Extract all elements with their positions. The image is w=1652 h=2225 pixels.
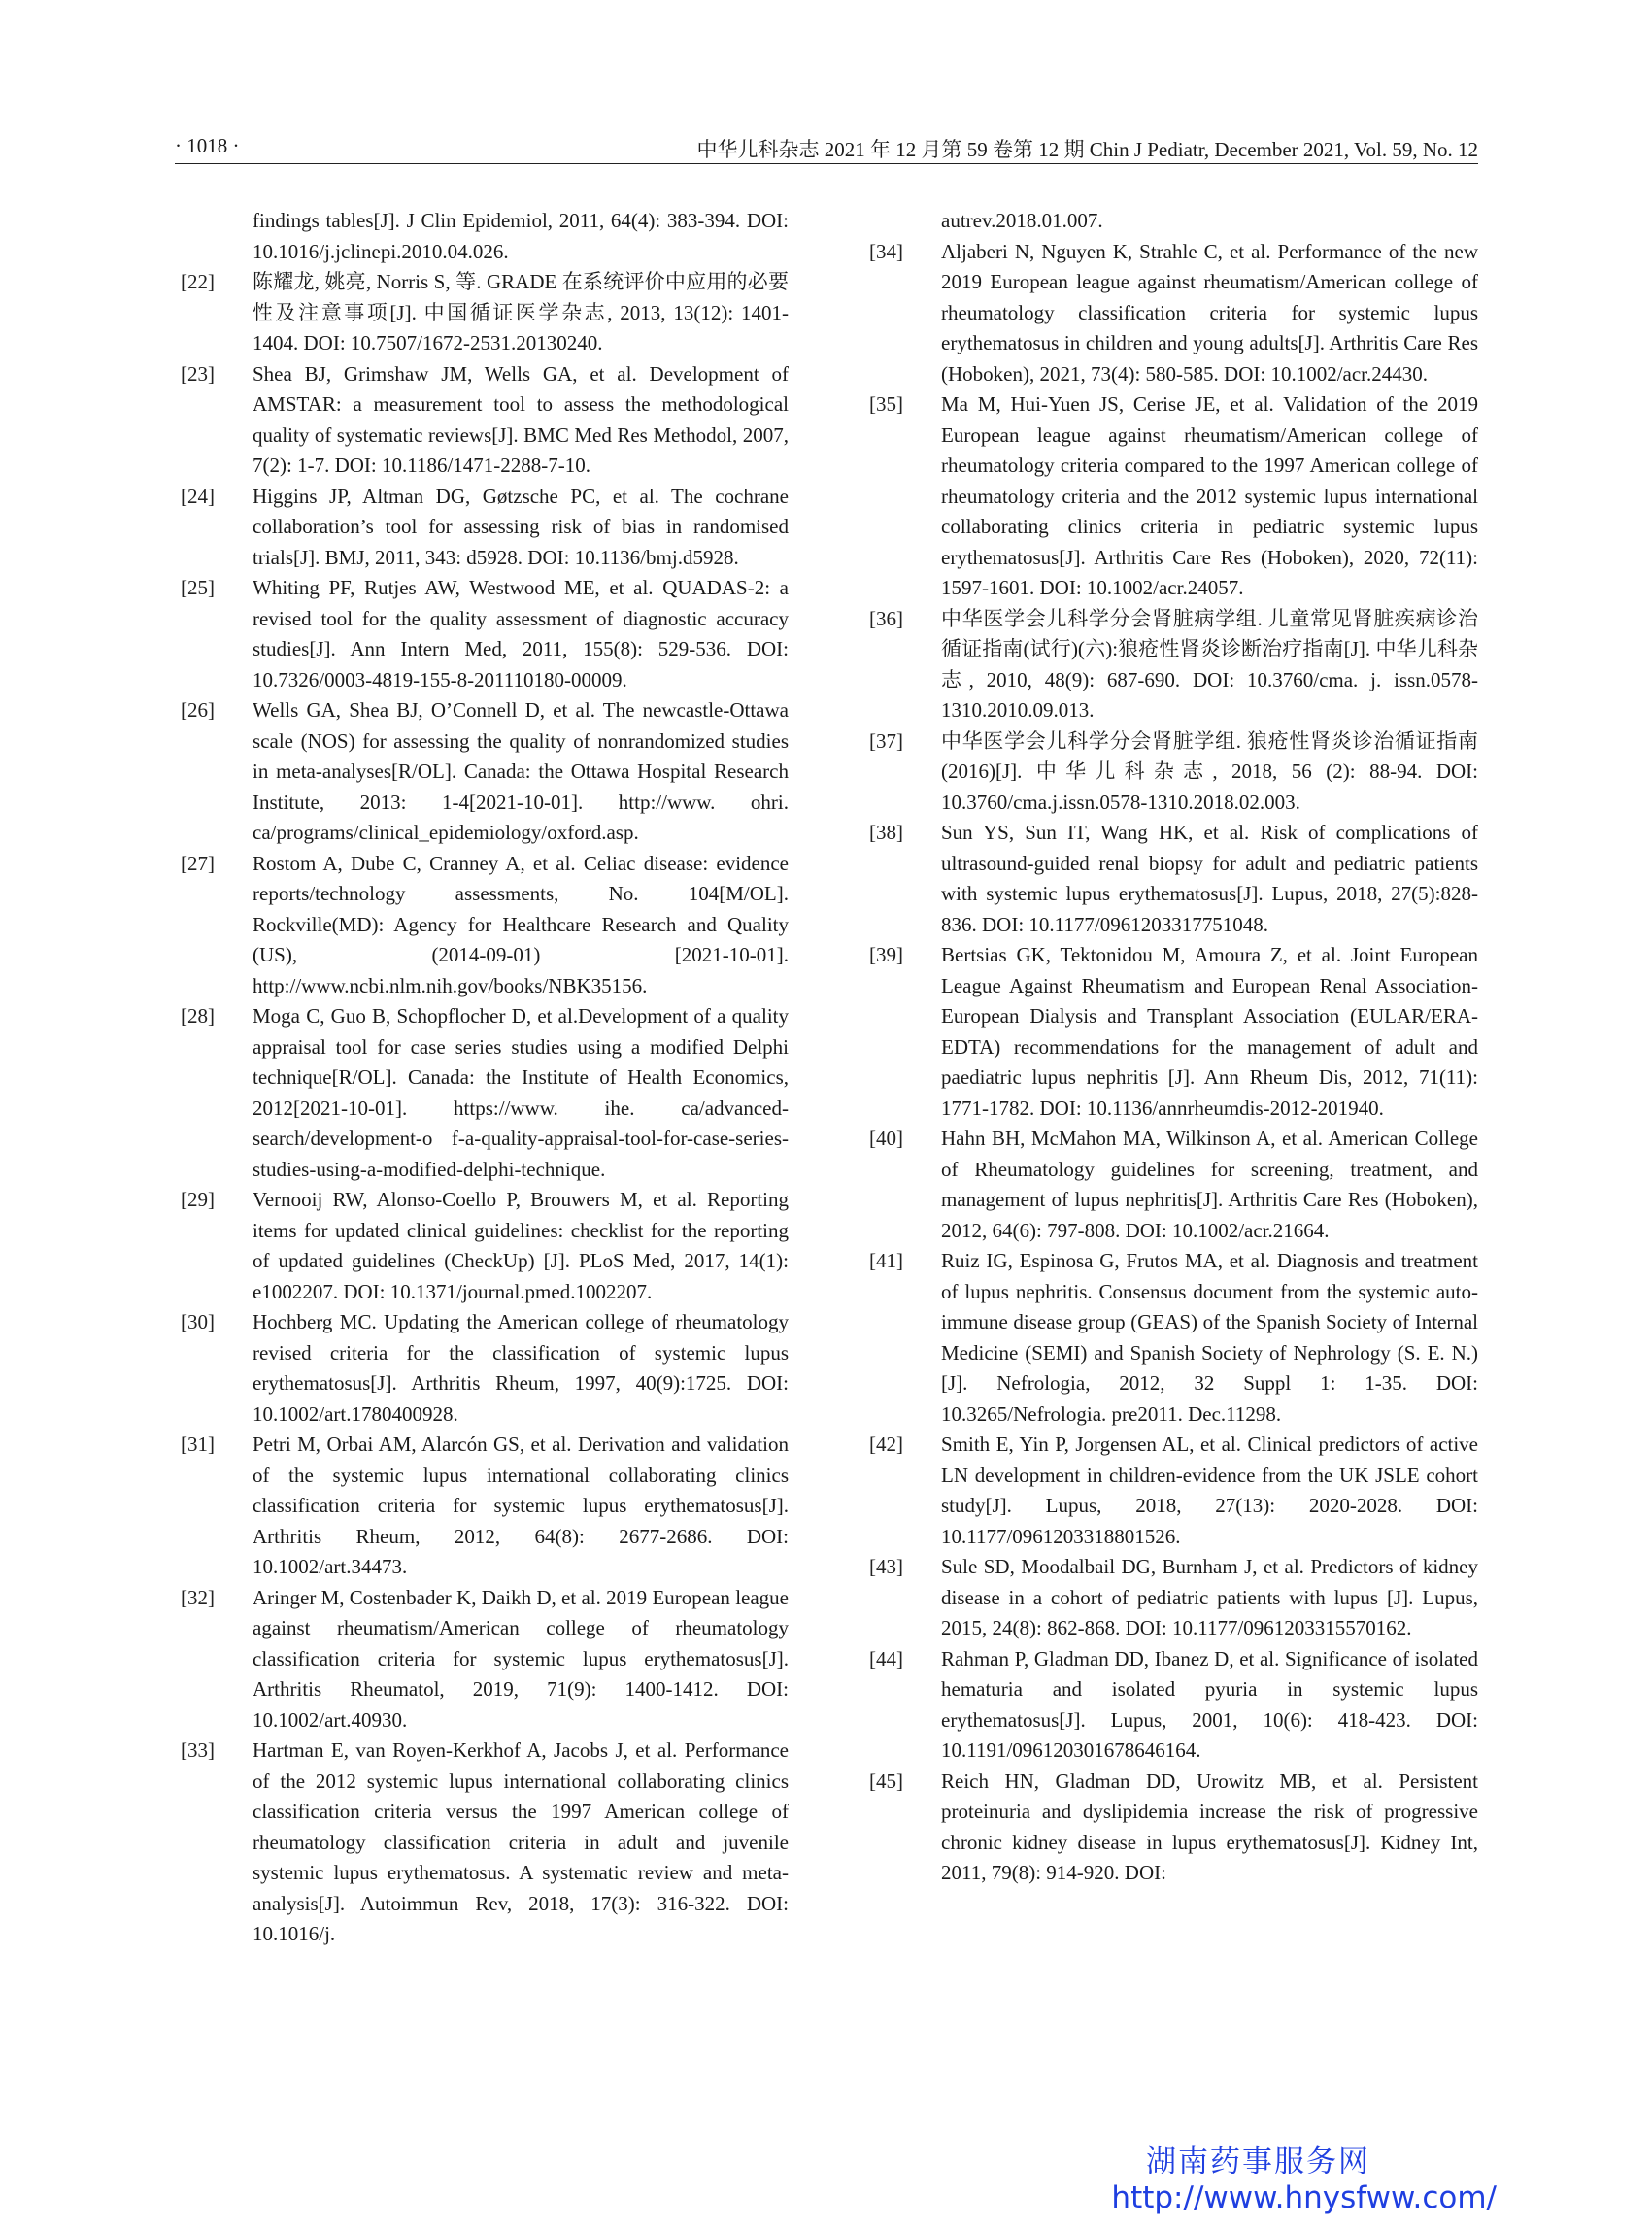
reference-number: [24] (181, 484, 215, 508)
reference-text: Whiting PF, Rutjes AW, Westwood ME, et al. QUADAS-2: a revised tool for the quality assessment of diagnostic accuracy studies[J]. Ann Intern Med, 2011, 155(8): 529-536. DOI: 10.7326/0003-4819-155-8-201110180-00009. (253, 576, 789, 691)
reference-entry (869, 1430, 1478, 1552)
reference-text: Higgins JP, Altman DG, Gøtzsche PC, et al. The cochrane collaboration’s tool for assessing risk of bias in randomised trials[J]. BMJ, 2011, 343: d5928. DOI: 10.1136/bmj.d5928. (253, 484, 789, 569)
reference-text: Vernooij RW, Alonso-Coello P, Brouwers M, et al. Reporting items for updated clinical guidelines: checklist for the reporting of updated guidelines (CheckUp) [J]. PLoS Med, 2017, 14(1): e1002207. DOI: 10.1371/journal.pmed.1002207. (253, 1188, 789, 1303)
journal-citation: 中华儿科杂志 2021 年 12 月第 59 卷第 12 期 Chin J Pediatr, December 2021, Vol. 59, No. 12 (696, 138, 1478, 161)
reference-entry (869, 818, 1478, 940)
reference-entry (181, 206, 789, 267)
reference-text: Moga C, Guo B, Schopflocher D, et al.Development of a quality appraisal tool for case series studies using a modified Delphi technique[R/OL]. Canada: the Institute of Health Economics, 2012[2021-10-01]. https://www. ihe. ca/advanced-search/development-o f-a-quality-appraisal-tool-for-case-series-studies-using-a-modified-delphi-technique. (253, 1004, 789, 1181)
reference-entry (181, 849, 789, 1002)
site-watermark (1111, 2137, 1497, 2215)
watermark-name: 湖南药事服务网 (1146, 2144, 1370, 2179)
reference-entry (869, 1767, 1478, 1889)
reference-entry (181, 1307, 789, 1430)
reference-number: [31] (181, 1433, 215, 1456)
reference-number: [37] (869, 728, 903, 753)
reference-entry (869, 1552, 1478, 1644)
reference-text: Wells GA, Shea BJ, O’Connell D, et al. The newcastle-Ottawa scale (NOS) for assessing the quality of nonrandomized studies in meta-analyses[R/OL]. Canada: the Ottawa Hospital Research Institute, 2013: 1-4[2021-10-01]. http://www. ohri. ca/programs/clinical_epidemiology/oxford.asp. (253, 698, 789, 844)
reference-number: [27] (181, 851, 215, 875)
reference-entry (869, 940, 1478, 1124)
reference-number: [39] (869, 943, 903, 966)
reference-entry (181, 1583, 789, 1736)
reference-column-right (869, 206, 1478, 1889)
reference-number: [30] (181, 1310, 215, 1333)
watermark-url[interactable]: http://www.hnysfww.com/ (1111, 2180, 1497, 2215)
reference-column-left (181, 206, 789, 1950)
reference-number: [33] (181, 1738, 215, 1762)
reference-number: [44] (869, 1646, 903, 1670)
reference-number: [41] (869, 1249, 903, 1272)
reference-entry (181, 1430, 789, 1583)
reference-text: Aljaberi N, Nguyen K, Strahle C, et al. Performance of the new 2019 European league against rheumatism/American college of rheumatology classification criteria for systemic lupus erythematosus in children and young adults[J]. Arthritis Care Res (Hoboken), 2021, 73(4): 580-585. DOI: 10.1002/acr.24430. (941, 239, 1478, 386)
reference-number: [34] (869, 239, 903, 263)
page-number: · 1018 · (175, 134, 240, 157)
reference-text: 陈耀龙, 姚亮, Norris S, 等. GRADE 在系统评价中应用的必要性及注意事项[J]. 中国循证医学杂志, 2013, 13(12): 1401-1404. DOI: 10.7507/1672-2531.20130240. (253, 270, 789, 354)
reference-text: Sun YS, Sun IT, Wang HK, et al. Risk of complications of ultrasound-guided renal biopsy for adult and pediatric patients with systemic lupus erythematosus[J]. Lupus, 2018, 27(5):828-836. DOI: 10.1177/0961203317751048. (941, 821, 1478, 936)
reference-text: Ma M, Hui-Yuen JS, Cerise JE, et al. Validation of the 2019 European league against rheumatism/American college of rheumatology criteria compared to the 1997 American college of rheumatology criteria and the 2012 systemic lupus international collaborating clinics criteria in pediatric systemic lupus erythematosus[J]. Arthritis Care Res (Hoboken), 2020, 72(11): 1597-1601. DOI: 10.1002/acr.24057. (941, 392, 1478, 599)
reference-number: [32] (181, 1585, 215, 1609)
reference-number: [22] (181, 270, 215, 293)
reference-entry (869, 726, 1478, 819)
reference-text: Hahn BH, McMahon MA, Wilkinson A, et al. American College of Rheumatology guidelines for screening, treatment, and management of lupus nephritis[J]. Arthritis Care Res (Hoboken), 2012, 64(6): 797-808. DOI: 10.1002/acr.21664. (941, 1127, 1478, 1242)
reference-entry (181, 1001, 789, 1185)
reference-text: Rahman P, Gladman DD, Ibanez D, et al. Significance of isolated hematuria and isolated pyuria in systemic lupus erythematosus[J]. Lupus, 2001, 10(6): 418-423. DOI: 10.1191/096120301678646164. (941, 1646, 1478, 1762)
reference-entry (869, 206, 1478, 237)
reference-text: Hartman E, van Royen-Kerkhof A, Jacobs J, et al. Performance of the 2012 systemic lupus international collaborating clinics classification criteria versus the 1997 American college of rheumatology classification criteria in adult and juvenile systemic lupus erythematosus. A systematic review and meta-analysis[J]. Autoimmun Rev, 2018, 17(3): 316-322. DOI: 10.1016/j. (253, 1738, 789, 1945)
reference-number: [28] (181, 1004, 215, 1028)
reference-number: [23] (181, 361, 215, 386)
reference-text: Ruiz IG, Espinosa G, Frutos MA, et al. Diagnosis and treatment of lupus nephritis. Consensus document from the systemic auto-immune disease group (GEAS) of the Spanish Society of Internal Medicine (SEMI) and Spanish Society of Nephrology (S. E. N.) [J]. Nefrologia, 2012, 32 Suppl 1: 1-35. DOI: 10.3265/Nefrologia. pre2011. Dec.11298. (941, 1249, 1478, 1426)
running-header (175, 130, 1478, 164)
reference-text: Sule SD, Moodalbail DG, Burnham J, et al. Predictors of kidney disease in a cohort of pediatric patients with lupus [J]. Lupus, 2015, 24(8): 862-868. DOI: 10.1177/0961203315570162. (941, 1555, 1478, 1639)
reference-entry (869, 237, 1478, 390)
reference-text: autrev.2018.01.007. (941, 209, 1103, 232)
reference-text: Shea BJ, Grimshaw JM, Wells GA, et al. Development of AMSTAR: a measurement tool to assess the methodological quality of systematic reviews[J]. BMC Med Res Methodol, 2007, 7(2): 1-7. DOI: 10.1186/1471-2288-7-10. (253, 361, 789, 477)
reference-entry (181, 695, 789, 849)
reference-entry (869, 604, 1478, 726)
reference-number: [35] (869, 392, 903, 416)
reference-entry (181, 359, 789, 482)
reference-text: Reich HN, Gladman DD, Urowitz MB, et al. Persistent proteinuria and dyslipidemia increase the risk of progressive chronic kidney disease in lupus erythematosus[J]. Kidney Int, 2011, 79(8): 914-920. DOI: (941, 1769, 1478, 1884)
reference-number: [40] (869, 1127, 903, 1150)
reference-text: Bertsias GK, Tektonidou M, Amoura Z, et al. Joint European League Against Rheumatism and European Renal Association-European Dialysis and Transplant Association (EULAR/ERA-EDTA) recommendations for the management of adult and paediatric lupus nephritis [J]. Ann Rheum Dis, 2012, 71(11): 1771-1782. DOI: 10.1136/annrheumdis-2012-201940. (941, 943, 1478, 1120)
reference-text: 中华医学会儿科学分会肾脏病学组. 儿童常见肾脏疾病诊治循证指南(试行)(六):狼疮性肾炎诊断治疗指南[J]. 中华儿科杂志, 2010, 48(9): 687-690. DOI: 10.3760/cma. j. issn.0578-1310.2010.09.013. (941, 606, 1478, 722)
reference-entry (181, 482, 789, 574)
reference-text: findings tables[J]. J Clin Epidemiol, 2011, 64(4): 383-394. DOI: 10.1016/j.jclinepi.2010.04.026. (253, 209, 789, 263)
reference-text: Petri M, Orbai AM, Alarcón GS, et al. Derivation and validation of the systemic lupus international collaborating clinics classification criteria for systemic lupus erythematosus[J]. Arthritis Rheum, 2012, 64(8): 2677-2686. DOI: 10.1002/art.34473. (253, 1433, 789, 1578)
reference-text: Smith E, Yin P, Jorgensen AL, et al. Clinical predictors of active LN development in children-evidence from the UK JSLE cohort study[J]. Lupus, 2018, 27(13): 2020-2028. DOI: 10.1177/0961203318801526. (941, 1433, 1478, 1548)
reference-entry (181, 1736, 789, 1950)
reference-number: [42] (869, 1433, 903, 1456)
reference-text: Rostom A, Dube C, Cranney A, et al. Celiac disease: evidence reports/technology assessments, No. 104[M/OL]. Rockville(MD): Agency for Healthcare Research and Quality (US), (2014-09-01) [2021-10-01]. http://www.ncbi.nlm.nih.gov/books/NBK35156. (253, 851, 789, 997)
reference-entry (869, 1124, 1478, 1246)
reference-entry (869, 1644, 1478, 1767)
reference-number: [26] (181, 698, 215, 722)
reference-number: [25] (181, 576, 215, 599)
reference-number: [43] (869, 1555, 903, 1578)
reference-number: [29] (181, 1188, 215, 1211)
reference-entry (181, 1185, 789, 1307)
reference-entry (869, 389, 1478, 604)
reference-number: [36] (869, 606, 903, 630)
reference-number: [38] (869, 821, 903, 844)
reference-text: Aringer M, Costenbader K, Daikh D, et al. 2019 European league against rheumatism/American college of rheumatology classification criteria for systemic lupus erythematosus[J]. Arthritis Rheumatol, 2019, 71(9): 1400-1412. DOI: 10.1002/art.40930. (253, 1585, 789, 1732)
reference-entry (181, 573, 789, 695)
reference-text: 中华医学会儿科学分会肾脏学组. 狼疮性肾炎诊治循证指南(2016)[J]. 中华儿科杂志, 2018, 56 (2): 88-94. DOI: 10.3760/cma.j.issn.0578-1310.2018.02.003. (941, 728, 1478, 814)
reference-number: [45] (869, 1769, 903, 1793)
reference-entry (869, 1246, 1478, 1430)
reference-entry (181, 267, 789, 359)
reference-text: Hochberg MC. Updating the American college of rheumatology revised criteria for the classification of systemic lupus erythematosus[J]. Arthritis Rheum, 1997, 40(9):1725. DOI: 10.1002/art.1780400928. (253, 1310, 789, 1426)
